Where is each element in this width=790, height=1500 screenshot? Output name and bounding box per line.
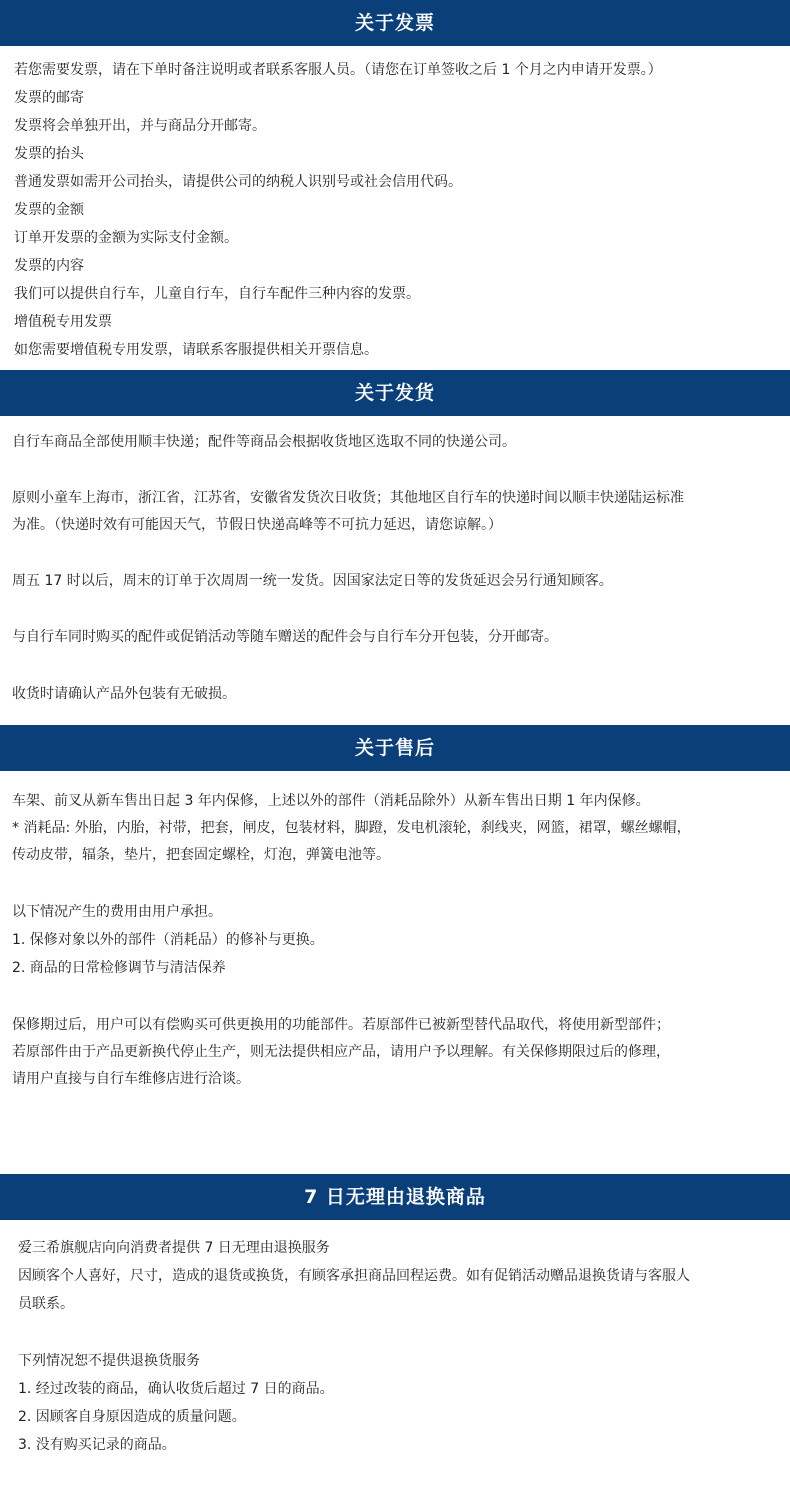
aftersale-post-warranty-text-1: 保修期过后，用户可以有偿购买可供更换用的功能部件。若原部件已被新型替代品取代，将使用新型部件； xyxy=(12,1017,670,1033)
aftersale-user-cost-item-2: 2. 商品的日常检修调节与清洁保养 xyxy=(12,960,226,976)
invoice-section-header: 关于发票 xyxy=(0,0,790,46)
shipping-courier-text: 自行车商品全部使用顺丰快递；配件等商品会根据收货地区选取不同的快递公司。 xyxy=(12,434,516,450)
shipping-timing-text-1: 原则小童车上海市，浙江省，江苏省，安徽省发货次日收货；其他地区自行车的快递时间以顺丰快递陆运标准 xyxy=(12,490,684,506)
shipping-timing-text-2: 为准。（快递时效有可能因天气，节假日快递高峰等不可抗力延迟，请您谅解。） xyxy=(12,517,502,533)
aftersale-consumables-text-2: 传动皮带，辐条，垫片，把套固定螺栓，灯泡，弹簧电池等。 xyxy=(12,847,390,863)
aftersale-user-cost-heading: 以下情况产生的费用由用户承担。 xyxy=(12,904,222,920)
invoice-mailing-heading: 发票的邮寄 xyxy=(14,90,84,106)
invoice-mailing-text: 发票将会单独开出，并与商品分开邮寄。 xyxy=(14,118,266,134)
aftersale-post-warranty-text-2: 若原部件由于产品更新换代停止生产，则无法提供相应产品，请用户予以理解。有关保修期限过后的修理， xyxy=(12,1044,670,1060)
invoice-header-heading: 发票的抬头 xyxy=(14,146,84,162)
aftersale-warranty-text: 车架、前叉从新车售出日起 3 年内保修，上述以外的部件（消耗品除外）从新车售出日期 1 年内保修。 xyxy=(12,793,650,809)
aftersale-user-cost-item-1: 1. 保修对象以外的部件（消耗品）的修补与更换。 xyxy=(12,932,324,948)
invoice-header-text: 普通发票如需开公司抬头，请提供公司的纳税人识别号或社会信用代码。 xyxy=(14,174,462,190)
shipping-section-header: 关于发货 xyxy=(0,370,790,416)
returns-exclusion-item-3: 3. 没有购买记录的商品。 xyxy=(18,1437,176,1453)
returns-exclusion-item-2: 2. 因顾客自身原因造成的质量问题。 xyxy=(18,1409,246,1425)
returns-exclusions-heading: 下列情况恕不提供退换货服务 xyxy=(18,1353,200,1369)
returns-exclusion-item-1: 1. 经过改装的商品，确认收货后超过 7 日的商品。 xyxy=(18,1381,334,1397)
aftersale-section-header: 关于售后 xyxy=(0,725,790,771)
invoice-content-text: 我们可以提供自行车，儿童自行车，自行车配件三种内容的发票。 xyxy=(14,286,420,302)
aftersale-consumables-text-1: * 消耗品: 外胎，内胎，衬带，把套，闸皮，包装材料，脚蹬，发电机滚轮，刹线夹，网篮，裙罩，螺丝螺帽， xyxy=(12,820,691,836)
aftersale-post-warranty-text-3: 请用户直接与自行车维修店进行洽谈。 xyxy=(12,1071,250,1087)
returns-service-text: 爱三希旗舰店向向消费者提供 7 日无理由退换服务 xyxy=(18,1240,330,1256)
shipping-weekend-text: 周五 17 时以后，周末的订单于次周周一统一发货。因国家法定日等的发货延迟会另行通知顾客。 xyxy=(12,573,613,589)
invoice-intro: 若您需要发票，请在下单时备注说明或者联系客服人员。（请您在订单签收之后 1 个月之内申请开发票。） xyxy=(14,62,662,78)
returns-section-header: 7 日无理由退换商品 xyxy=(0,1174,790,1220)
shipping-accessory-text: 与自行车同时购买的配件或促销活动等随车赠送的配件会与自行车分开包装，分开邮寄。 xyxy=(12,629,558,645)
invoice-content-heading: 发票的内容 xyxy=(14,258,84,274)
invoice-vat-heading: 增值税专用发票 xyxy=(14,314,112,330)
invoice-vat-text: 如您需要增值税专用发票，请联系客服提供相关开票信息。 xyxy=(14,342,378,358)
invoice-amount-text: 订单开发票的金额为实际支付金额。 xyxy=(14,230,238,246)
invoice-amount-heading: 发票的金额 xyxy=(14,202,84,218)
returns-shipping-cost-text-1: 因顾客个人喜好，尺寸，造成的退货或换货，有顾客承担商品回程运费。如有促销活动赠品退换货请与客服人 xyxy=(18,1268,690,1284)
shipping-inspect-text: 收货时请确认产品外包装有无破损。 xyxy=(12,686,236,702)
returns-shipping-cost-text-2: 员联系。 xyxy=(18,1296,74,1312)
